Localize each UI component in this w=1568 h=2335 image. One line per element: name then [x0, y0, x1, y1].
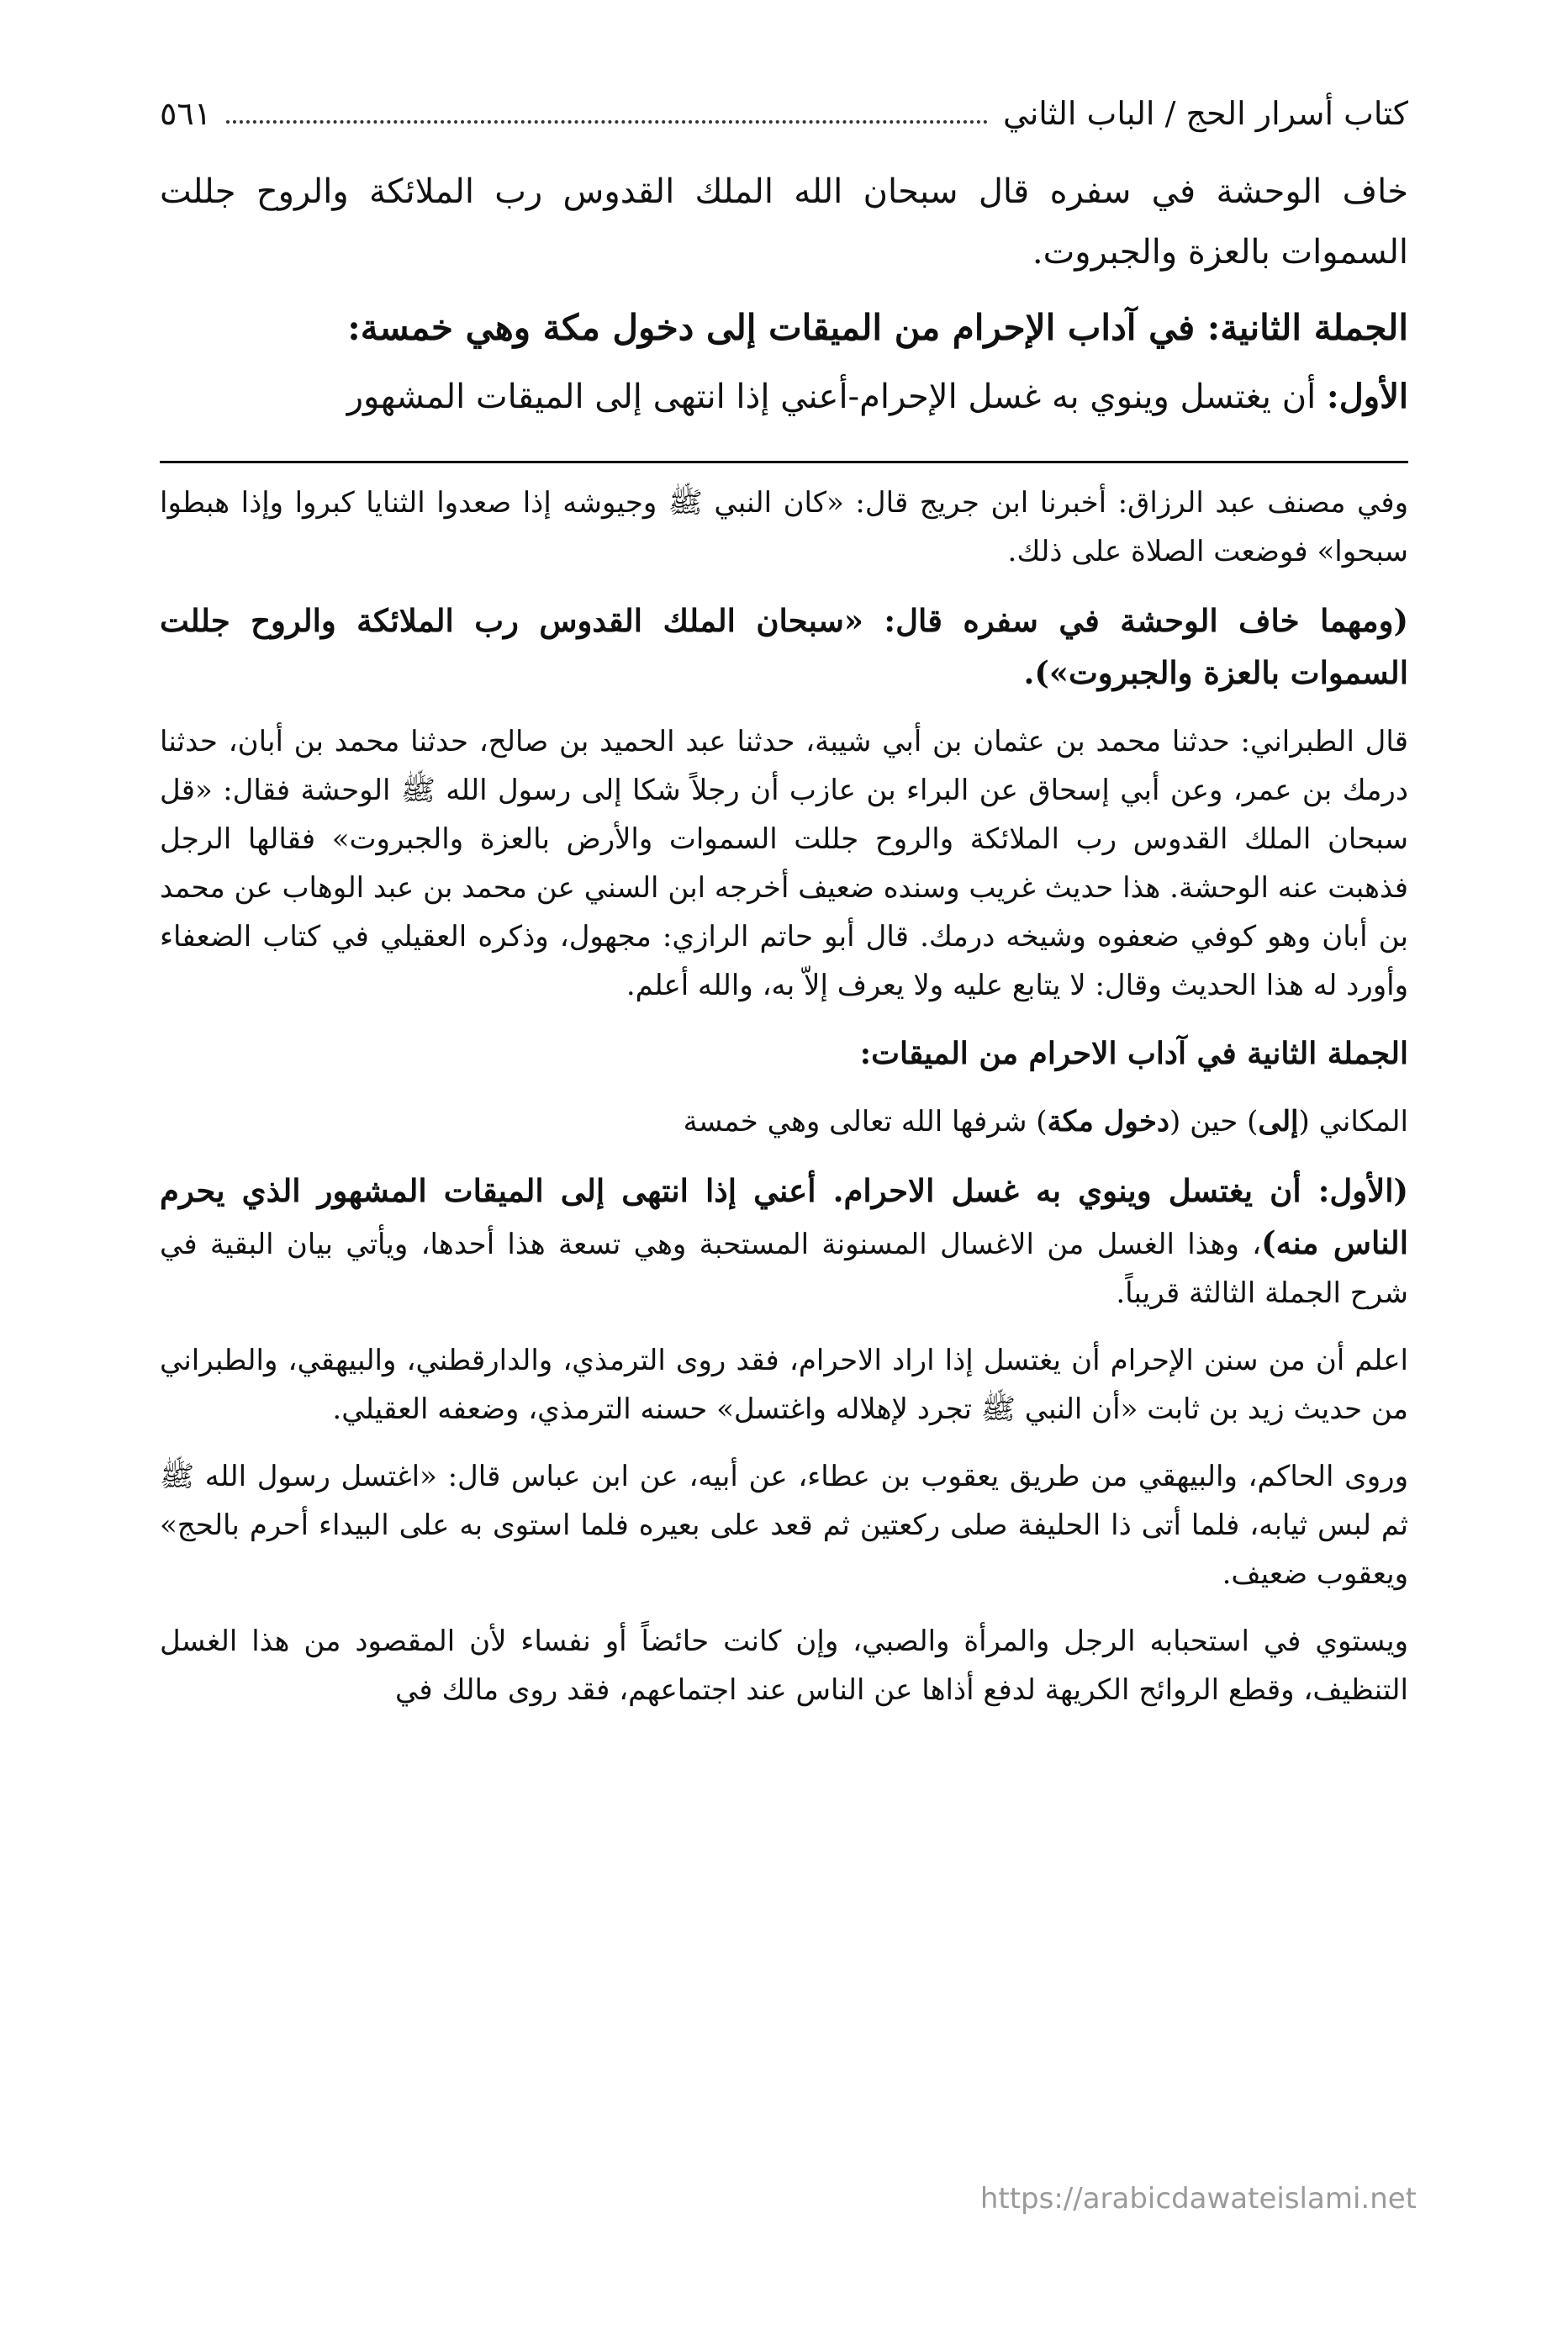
- book-page: [160, 84, 1408, 1714]
- main-paragraph: خاف الوحشة في سفره قال سبحان الله الملك القدوس رب الملائكة والروح جللت السموات بالعزة والجبروت.: [160, 172, 1408, 272]
- page-number: ٥٦١: [160, 95, 212, 132]
- text-run: المكاني (: [1298, 1105, 1408, 1138]
- commentary-paragraph: قال الطبراني: حدثنا محمد بن عثمان بن أبي شيبة، حدثنا عبد الحميد بن صالح، حدثنا محمد بن أبان، حدثنا درمك بن عمر، وعن أبي إسحاق عن البراء بن عازب أن رجلاً شكا إلى رسول الله ﷺ الوحشة فقال: «قل سبحان الملك القدوس رب الملائكة والروح جللت السموات والأرض بالعزة والجبروت» فقالها الرجل فذهبت عنه الوحشة. هذا حديث غريب وسنده ضعيف أخرجه ابن السني عن محمد بن عبد الوهاب عن محمد بن أبان وهو كوفي ضعفوه وشيخه درمك. قال أبو حاتم الرازي: مجهول، وذكره العقيلي في كتاب الضعفاء وأورد له هذا الحديث وقال: لا يتابع عليه ولا يعرف إلاّ به، والله أعلم.: [160, 725, 1408, 1002]
- page-header: [160, 84, 1408, 143]
- commentary-paragraph: ويستوي في استحبابه الرجل والمرأة والصبي، وإن كانت حائضاً أو نفساء لأن المقصود من هذا الغسل التنظيف، وقطع الروائح الكريهة لدفع أذاها عن الناس عند اجتماعهم، فقد روى مالك في: [160, 1624, 1408, 1707]
- commentary-paragraph: وروى الحاكم، والبيهقي من طريق يعقوب بن عطاء، عن أبيه، عن ابن عباس قال: «اغتسل رسول الله ﷺ ثم لبس ثيابه، فلما أتى ذا الحليفة صلى ركعتين ثم قعد على بعيره فلما استوى به على البيداء أحرم بالحج» ويعقوب ضعيف.: [160, 1460, 1408, 1591]
- first-etiquette: [160, 367, 1408, 427]
- commentary-paragraph: [160, 1165, 1408, 1318]
- footnote-divider: [160, 461, 1408, 463]
- bold-run: إلى: [1258, 1105, 1299, 1138]
- watermark: https://arabicdawateislami.net: [979, 2182, 1417, 2216]
- commentary-paragraph: اعلم أن من سنن الإحرام أن يغتسل إذا اراد الاحرام، فقد روى الترمذي، والدارقطني، والبيهقي، والطبراني من حديث زيد بن ثابت «أن النبي ﷺ تجرد لإهلاله واغتسل» حسنه الترمذي، وضعفه العقيلي.: [160, 1344, 1408, 1426]
- text-run: ) شرفها الله تعالى وهي خمسة: [683, 1105, 1048, 1138]
- section-heading: الجملة الثانية: في آداب الإحرام من الميقات إلى دخول مكة وهي خمسة:: [347, 307, 1408, 348]
- text-run: ، وهذا الغسل من الاغسال المسنونة المستحبة وهي تسعة هذا أحدها، ويأتي بيان البقية في شرح الجملة الثالثة قريباً.: [160, 1228, 1408, 1310]
- first-text: أن يغتسل وينوي به غسل الإحرام-أعني إذا انتهى إلى الميقات المشهور: [346, 378, 1317, 416]
- running-title: كتاب أسرار الحج / الباب الثاني: [1003, 95, 1408, 132]
- main-text: [160, 161, 1408, 427]
- commentary-paragraph: [160, 1097, 1408, 1146]
- commentary-paragraph: وفي مصنف عبد الرزاق: أخبرنا ابن جريج قال: «كان النبي ﷺ وجيوشه إذا صعدوا الثنايا كبروا وإذا هبطوا سبحوا» فوضعت الصلاة على ذلك.: [160, 486, 1408, 568]
- quoted-matn: (الأول: أن يغتسل وينوي به غسل الاحرام. أعني إذا انتهى إلى الميقات المشهور الذي يحرم الناس منه): [160, 1172, 1408, 1261]
- header-leader-dots: [226, 120, 988, 124]
- quoted-matn: (ومهما خاف الوحشة في سفره قال: «سبحان الملك القدوس رب الملائكة والروح جللت السموات بالعزة والجبروت»).: [160, 602, 1408, 691]
- commentary: [160, 478, 1408, 1714]
- commentary-heading: الجملة الثانية في آداب الاحرام من الميقات:: [859, 1036, 1408, 1071]
- bold-run: دخول مكة: [1047, 1105, 1170, 1138]
- text-run: ) حين (: [1169, 1105, 1259, 1138]
- first-label: الأول:: [1326, 377, 1408, 416]
